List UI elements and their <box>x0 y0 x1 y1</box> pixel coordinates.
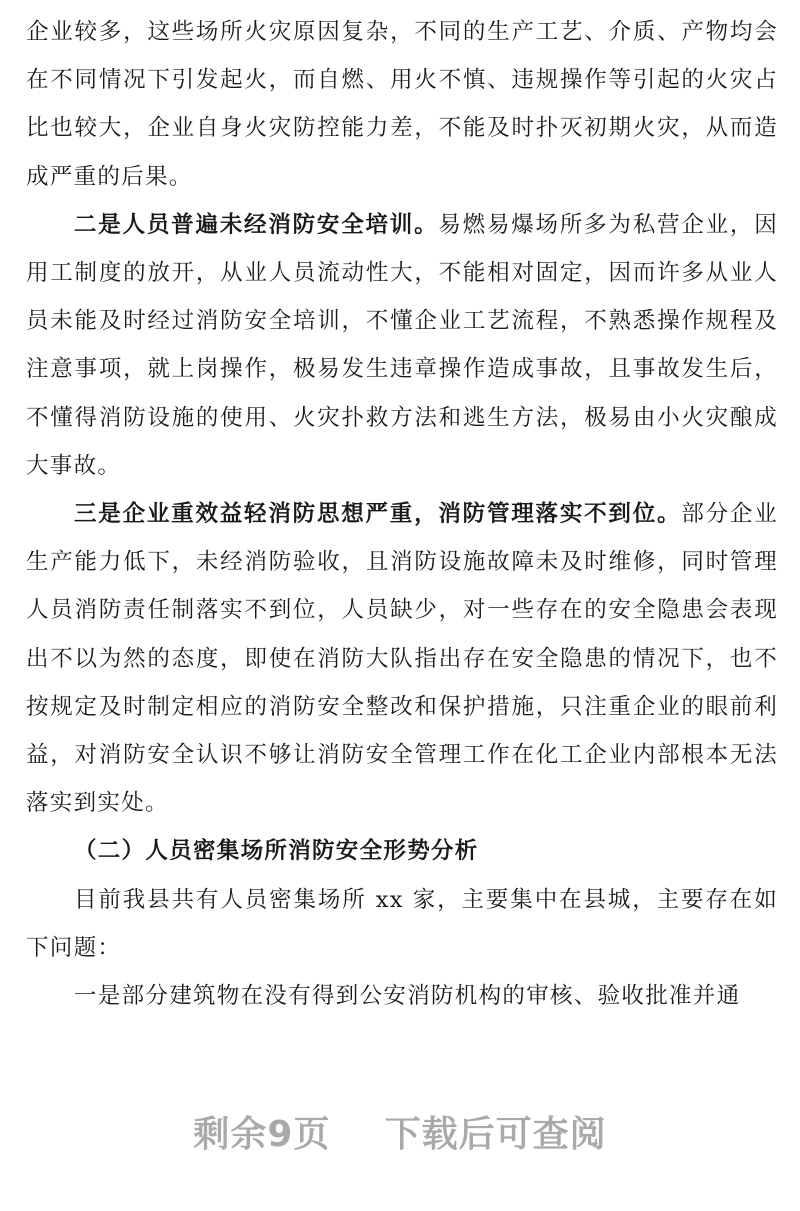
paragraph-1 <box>26 8 778 201</box>
paragraph-5: 一是部分建筑物在没有得到公安消防机构的审核、验收批准并通 <box>74 983 741 1010</box>
paragraph-2-body: 易燃易爆场所多为私营企业，因用工制度的放开，从业人员流动性大，不能相对固定，因而许多从业人员未能及时经过消防安全培训，不懂企业工艺流程，不熟悉操作规程及注意事项，就上岗操作，极易发生违章操作造成事故，且事故发生后，不懂得消防设施的使用、火灾扑救方法和逃生方法，极易由小火灾酿成大事故。 <box>26 211 778 479</box>
paragraph-4: 目前我县共有人员密集场所 xx 家，主要集中在县城，主要存在如下问题： <box>26 886 778 961</box>
paragraph-3-body: 部分企业生产能力低下，未经消防验收，且消防设施故障未及时维修，同时管理人员消防责任制落实不到位，人员缺少，对一些存在的安全隐患会表现出不以为然的态度，即使在消防大队指出存在安全隐患的情况下，也不按规定及时制定相应的消防安全整改和保护措施，只注重企业的眼前利益，对消防安全认识不够让消防安全管理工作在化工企业内部根本无法落实到实处。 <box>26 501 778 817</box>
remaining-pages-banner: 剩余9页 下载后可查阅 <box>193 1114 607 1155</box>
paragraph-2 <box>26 201 778 490</box>
section-heading: （二）人员密集场所消防安全形势分析 <box>74 838 479 865</box>
paragraph-3 <box>26 490 778 827</box>
document-body <box>26 8 778 1020</box>
paragraph-1-text: 企业较多，这些场所火灾原因复杂，不同的生产工艺、介质、产物均会在不同情况下引发起火，而自燃、用火不慎、违规操作等引起的火灾占比也较大，企业自身火灾防控能力差，不能及时扑灭初期火灾，从而造成严重的后果。 <box>26 19 778 190</box>
paragraph-3-lead: 三是企业重效益轻消防思想严重，消防管理落实不到位。 <box>74 501 682 528</box>
paragraph-2-lead: 二是人员普遍未经消防安全培训。 <box>74 211 439 238</box>
